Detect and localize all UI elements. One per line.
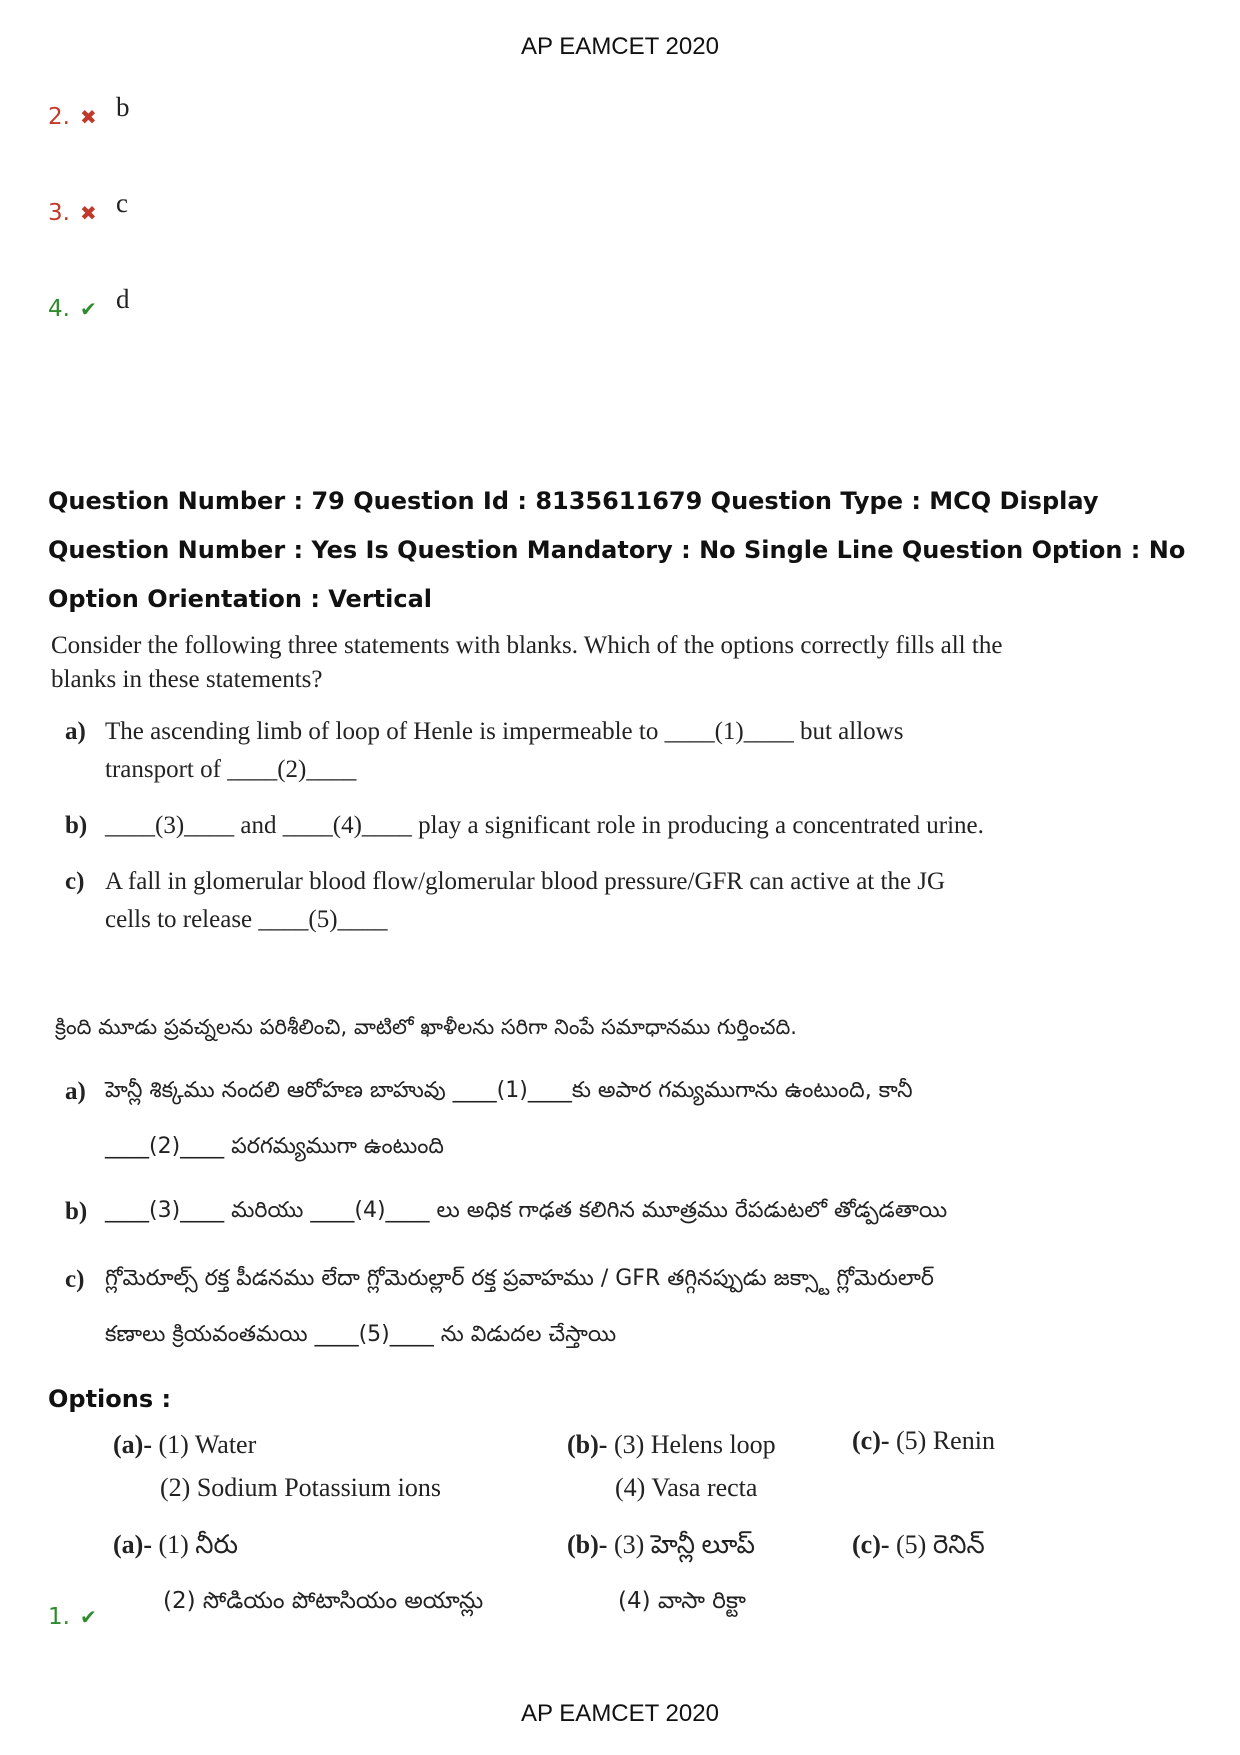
options-label: Options :	[48, 1385, 172, 1413]
option-number: 4.	[48, 296, 70, 322]
answer-c-line-1: (5) Renin	[896, 1426, 995, 1455]
option-3	[48, 188, 128, 226]
statement-line-1: ____(3)____ and ____(4)____ play a significant role in producing a concentrated urine.	[105, 812, 984, 839]
statement-line-2: cells to release ____(5)____	[105, 906, 388, 933]
answer-b-line-2-en: (4) Vasa recta	[615, 1473, 758, 1502]
statement-label: b)	[65, 1198, 88, 1225]
option-number: 1.	[48, 1604, 70, 1630]
answer-b-label: (b)-	[567, 1530, 608, 1559]
option-number: 3.	[48, 200, 70, 226]
statement-b-en	[0, 812, 1240, 842]
statement-label: a)	[65, 1078, 86, 1105]
statement-line-1: ____(3)____ మరియు ____(4)____ లు అధిక గాఢత కలిగిన మూత్రము రేపడుటలో తోడ్పడతాయి	[105, 1198, 948, 1223]
answer-c-label: (c)-	[852, 1426, 890, 1455]
statement-line-2: ____(2)____ పరగమ్యముగా ఉంటుంది	[105, 1134, 444, 1159]
statement-line-1: హెన్లీ శిక్కము నందలి ఆరోహణ బాహువు ____(1)____కు అపార గమ్యముగాను ఉంటుంది, కానీ	[105, 1078, 913, 1103]
wrong-icon: ✖	[79, 105, 97, 129]
answer-b-label: (b)-	[567, 1430, 608, 1459]
answer-a-line-1: (1) Water	[158, 1430, 257, 1459]
statement-a-en	[0, 718, 1240, 783]
statement-c-en	[0, 868, 1240, 938]
answer-c-line-1: (5) రెనిన్	[896, 1530, 985, 1559]
option-2	[48, 92, 130, 130]
answer-a-line-2-te: (2) సోడియం పోటాసియం అయాన్లు	[163, 1588, 484, 1614]
correct-icon: ✔	[79, 1605, 97, 1629]
answer-c-en	[852, 1426, 995, 1456]
question-intro-en	[51, 632, 1151, 694]
answer-a-label: (a)-	[113, 1530, 152, 1559]
answer-a-line-1: (1) నీరు	[158, 1530, 238, 1559]
statement-label: a)	[65, 718, 86, 745]
option-text: c	[116, 188, 128, 218]
option-text: d	[116, 284, 130, 314]
answer-a-line-2-en: (2) Sodium Potassium ions	[160, 1473, 441, 1502]
statement-line-2: కణాలు క్రియవంతమయి ____(5)____ ను విడుదల చేస్తాయి	[105, 1322, 617, 1347]
statement-b-te	[0, 1198, 1240, 1228]
intro-line-2: blanks in these statements?	[51, 666, 323, 693]
question-intro-te: క్రింది మూడు ప్రవచ్నలను పరిశీలించి, వాటిలో ఖాళీలను సరిగా నింపే సమాధానము గుర్తించది.	[55, 1015, 797, 1039]
option-text: b	[116, 92, 130, 122]
answer-a-label: (a)-	[113, 1430, 152, 1459]
statement-line-1: A fall in glomerular blood flow/glomerular blood pressure/GFR can active at the JG	[105, 868, 946, 895]
answer-c-label: (c)-	[852, 1530, 890, 1559]
page-footer: AP EAMCET 2020	[521, 1700, 719, 1727]
statement-label: c)	[65, 868, 85, 895]
option-1	[48, 1604, 97, 1630]
answer-a-te	[113, 1530, 238, 1566]
correct-icon: ✔	[79, 297, 97, 321]
option-4	[48, 284, 130, 322]
answer-b-te	[567, 1530, 755, 1566]
answer-b-line-2-te: (4) వాసా రిక్టా	[618, 1588, 746, 1614]
question-meta: Question Number : 79 Question Id : 8135611679 Question Type : MCQ Display Question Number : Yes Is Question Mandatory : No Single Line Question Option : No Option Orientation : Vertical	[48, 487, 1186, 613]
statement-label: b)	[65, 812, 88, 839]
answer-b-line-1: (3) Helens loop	[613, 1430, 776, 1459]
wrong-icon: ✖	[79, 201, 97, 225]
statement-line-1: The ascending limb of loop of Henle is impermeable to ____(1)____ but allows	[105, 718, 904, 745]
statement-a-te	[0, 1078, 1240, 1158]
answer-b-line-1: (3) హెన్లీ లూప్	[613, 1530, 756, 1559]
statement-line-2: transport of ____(2)____	[105, 756, 357, 783]
statement-c-te	[0, 1266, 1240, 1346]
page-header: AP EAMCET 2020	[521, 33, 719, 60]
statement-line-1: గ్లోమెరూల్స్ రక్త పీడనము లేదా గ్లోమెరుల్లార్ రక్త ప్రవాహము / GFR తగ్గినప్పుడు జక్స్టా గ్లోమెరులార్	[105, 1266, 934, 1291]
statement-label: c)	[65, 1266, 85, 1293]
answer-b-en	[567, 1430, 776, 1460]
answer-c-te	[852, 1530, 985, 1566]
intro-line-1: Consider the following three statements with blanks. Which of the options correctly fills all the	[51, 632, 1003, 659]
option-number: 2.	[48, 104, 70, 130]
answer-a-en	[113, 1430, 256, 1460]
